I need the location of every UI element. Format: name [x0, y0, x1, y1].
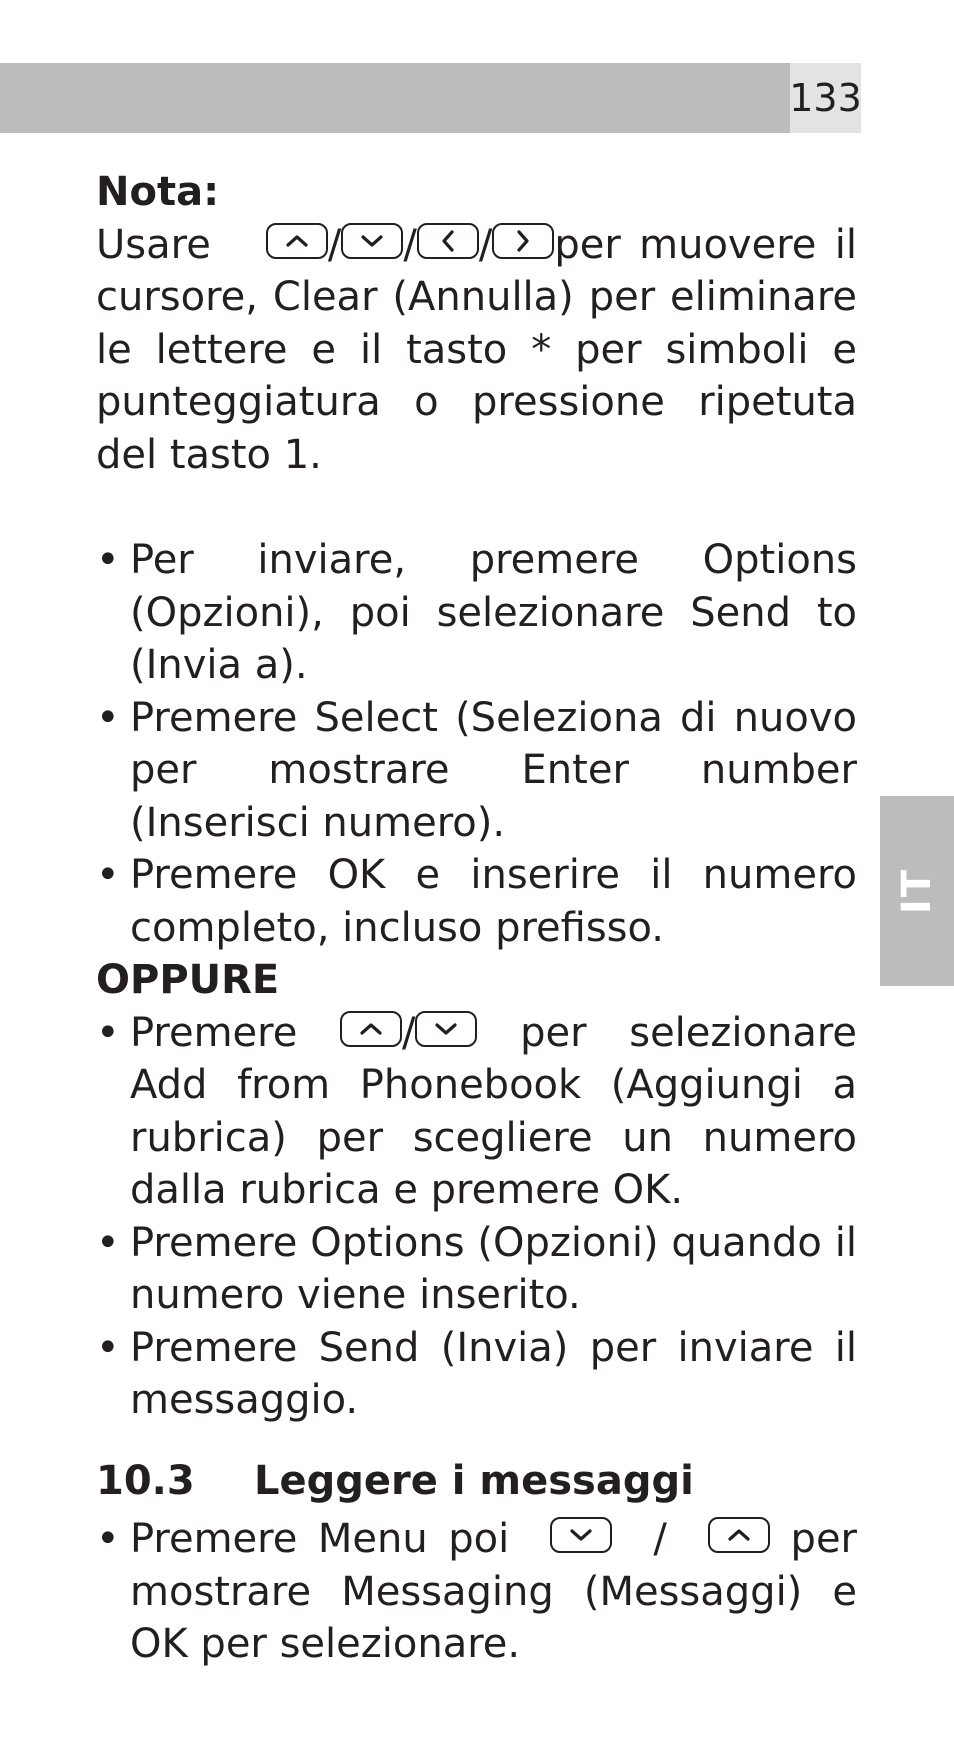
note-paragraph — [96, 219, 857, 482]
list-item — [96, 692, 857, 850]
list-item — [96, 849, 857, 954]
list-item — [96, 1322, 857, 1427]
bullet-dot: • — [96, 694, 120, 741]
key-separator: / — [403, 221, 417, 268]
chevron-up-icon — [266, 223, 328, 259]
key-separator: / — [478, 221, 493, 268]
paragraph-gap — [96, 481, 857, 534]
chevron-down-icon — [550, 1517, 612, 1553]
language-tab-label: IT — [893, 867, 940, 915]
key-separator: / — [653, 1516, 667, 1562]
list-item-text: Premere OK e inserire il numero completo, incluso prefisso. — [130, 852, 857, 951]
bullet-dot: • — [96, 1516, 120, 1562]
list-item — [96, 1513, 857, 1671]
bullet-dot: • — [96, 1324, 120, 1371]
note-title: Nota: — [96, 169, 220, 215]
chevron-up-icon — [340, 1011, 402, 1047]
chevron-left-icon — [417, 223, 479, 259]
note-word-usare: Usare — [96, 221, 211, 268]
list-item — [96, 534, 857, 692]
list-item — [96, 1007, 857, 1217]
page-content — [96, 166, 857, 1671]
chevron-down-icon — [341, 223, 403, 259]
list-item-text-after: per selezionare Add from Phonebook (Aggiungi a rubrica) per scegliere un numero dalla rubrica e premere OK. — [130, 1009, 858, 1213]
list-item-text: Per inviare, premere Options (Opzioni), poi selezionare Send to (Invia a). — [130, 537, 857, 688]
key-separator: / — [327, 221, 342, 268]
list-item — [96, 1217, 857, 1322]
chevron-right-icon — [492, 223, 554, 259]
chevron-down-icon — [415, 1011, 477, 1047]
page-number-text: 133 — [789, 76, 862, 120]
list-item-text-after: per mostrare Messaging (Messaggi) e OK per selezionare. — [130, 1516, 857, 1667]
bullet-dot: • — [96, 1219, 120, 1266]
list-item-text: Premere Send (Invia) per inviare il messaggio. — [130, 1324, 857, 1423]
bullet-dot: • — [96, 1009, 120, 1056]
bullet-dot: • — [96, 852, 120, 898]
section-number: 10.3 — [96, 1457, 195, 1504]
list-item-text: Premere Select (Seleziona di nuovo per mostrare Enter number (Inserisci numero). — [130, 694, 857, 846]
chevron-up-icon — [708, 1517, 770, 1553]
note-text: per muovere il cursore, Clear (Annulla) per eliminare le lettere e il tasto * per simboli e punteggiatura o pressione ripetuta del tasto 1. — [96, 221, 857, 478]
oppure-label: OPPURE — [96, 957, 280, 1003]
list-item-text-before: Premere — [130, 1009, 298, 1056]
header-bar — [0, 63, 790, 133]
phonebook-steps-list — [96, 1007, 857, 1427]
section-heading — [96, 1455, 857, 1508]
list-item-text: Premere Options (Opzioni) quando il numero viene inserito. — [130, 1219, 857, 1318]
key-separator: / — [402, 1009, 416, 1056]
language-tab — [880, 796, 954, 986]
section-title: Leggere i messaggi — [254, 1457, 694, 1504]
read-steps-list — [96, 1513, 857, 1671]
page-number — [790, 63, 861, 133]
list-item-text-before: Premere Menu poi — [130, 1516, 510, 1562]
send-steps-list — [96, 534, 857, 954]
bullet-dot: • — [96, 537, 120, 583]
